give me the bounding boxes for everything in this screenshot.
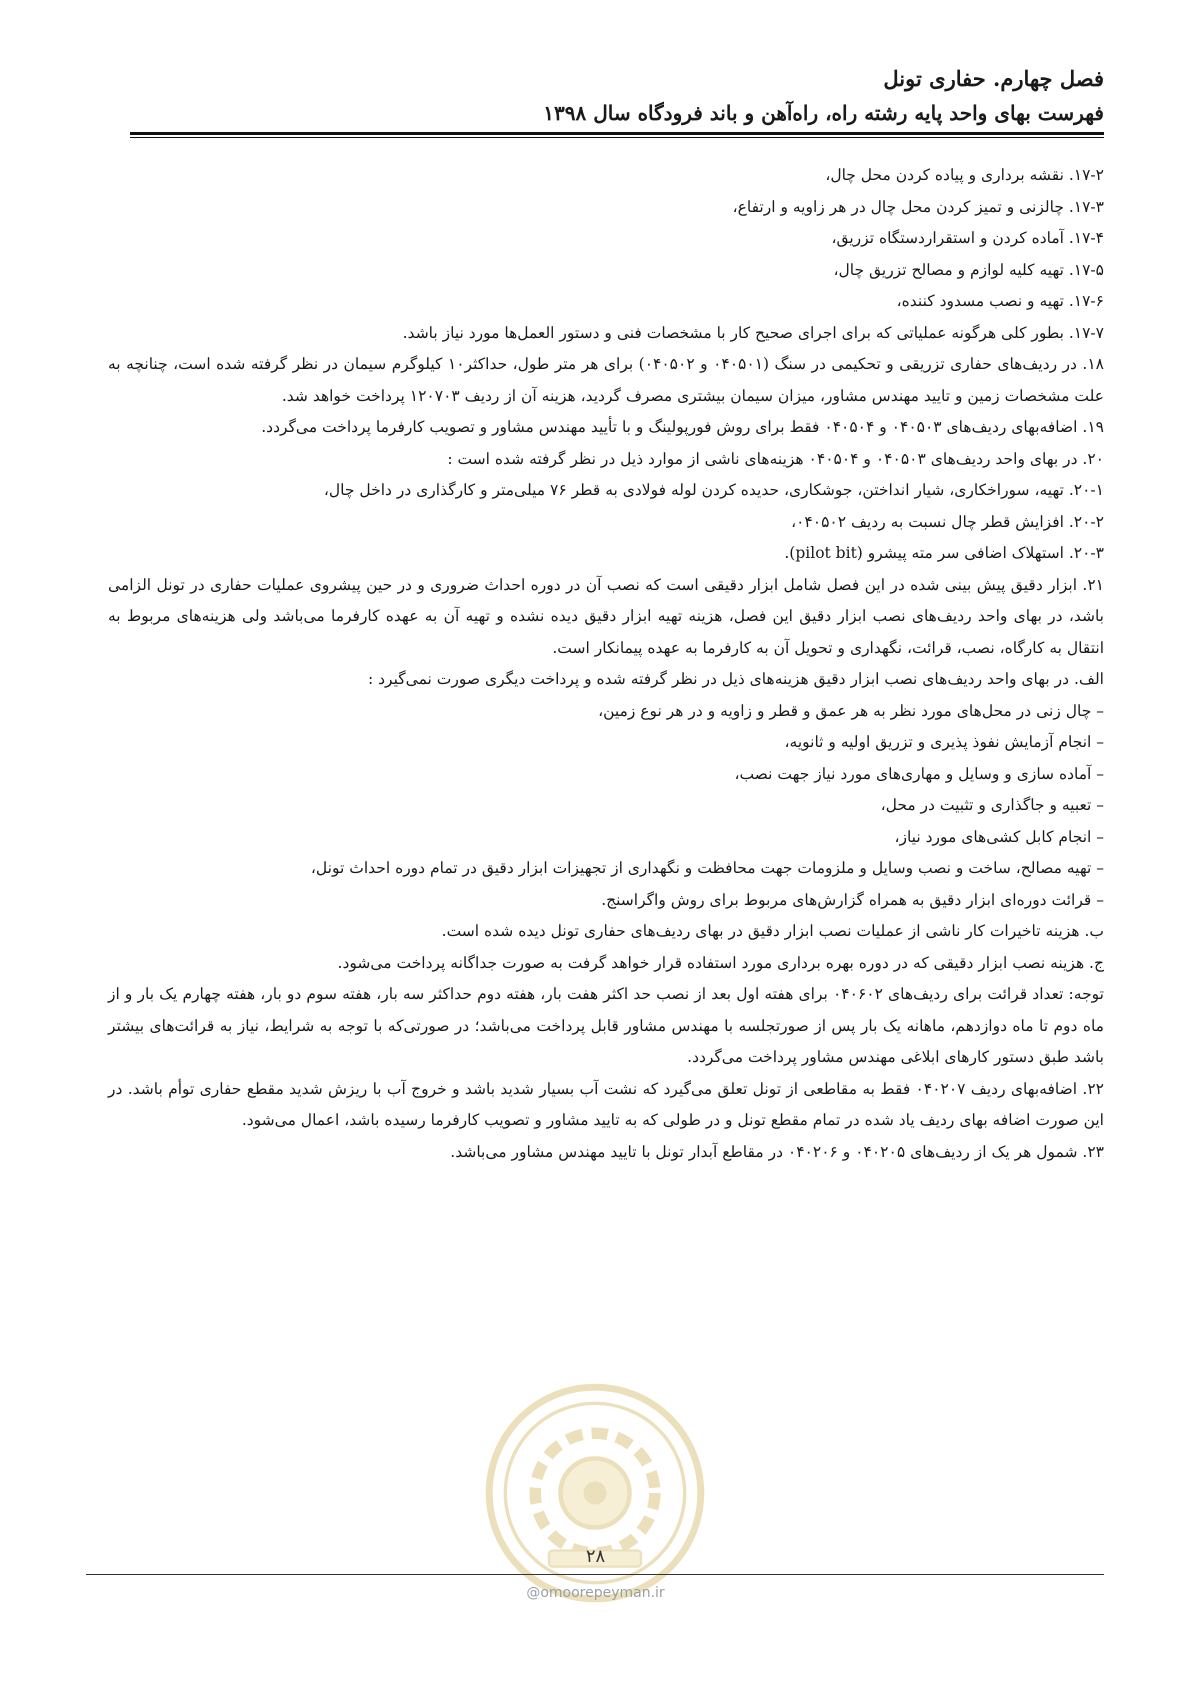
list-item: – قرائت دوره‌ای ابزار دقیق به همراه گزارش‌های مربوط برای روش واگراسنج. bbox=[601, 890, 1104, 909]
paragraph-21-b: ب. هزینه تاخیرات کار ناشی از عملیات نصب ابزار دقیق در بهای ردیف‌های حفاری تونل دیده شده است. bbox=[441, 922, 1104, 940]
paragraph-21-a: الف. در بهای واحد ردیف‌های نصب ابزار دقیق هزینه‌های ذیل در نظر گرفته شده و پرداخت دیگری صورت نمی‌گیرد : bbox=[367, 670, 1104, 688]
list-item: – تهیه مصالح، ساخت و نصب وسایل و ملزومات جهت محافظت و نگهداری از تجهیزات ابزار دقیق در تمام دوره احداث تونل، bbox=[310, 859, 1104, 877]
list-item: – تعبیه و جاگذاری و تثبیت در محل، bbox=[880, 796, 1104, 814]
paragraph-17-3: ۱۷-۳. چالزنی و تمیز کردن محل چال در هر زاویه و ارتفاع، bbox=[732, 197, 1104, 216]
list-item: – انجام کابل کشی‌های مورد نیاز، bbox=[894, 827, 1104, 846]
paragraph-20-2: ۲۰-۲. افزایش قطر چال نسبت به ردیف ۰۴۰۵۰۲، bbox=[791, 512, 1104, 531]
paragraph-18: ۱۸. در ردیف‌های حفاری تزریقی و تحکیمی در سنگ (۰۴۰۵۰۱ و ۰۴۰۵۰۲) برای هر متر طول، حداکثر۱۰ کیلوگرم سیمان در نظر گرفته شده است، چنانچه به علت مشخصات زمین و تایید مهندس مشاور، میزان سیمان بیشتری مصرف گردید، هزینه آن از ردیف ۱۲۰۷۰۳ پرداخت خواهد شد. bbox=[108, 355, 1104, 405]
paragraph-17-6: ۱۷-۶. تهیه و نصب مسدود کننده، bbox=[896, 292, 1104, 310]
paragraph-17-2: ۱۷-۲. نقشه برداری و پیاده کردن محل چال، bbox=[825, 166, 1104, 184]
paragraph-23: ۲۳. شمول هر یک از ردیف‌های ۰۴۰۲۰۵ و ۰۴۰۲۰۶ در مقاطع آبدار تونل با تایید مهندس مشاور می‌باشد. bbox=[450, 1142, 1104, 1161]
list-item: – آماده سازی و وسایل و مهاری‌های مورد نیاز جهت نصب، bbox=[734, 764, 1104, 783]
chapter-title: فصل چهارم. حفاری تونل bbox=[883, 66, 1104, 91]
document-subtitle: فهرست بهای واحد پایه رشته راه، راه‌آهن و باند فرودگاه سال ۱۳۹۸ bbox=[543, 101, 1104, 125]
watermark-url: @omoorepeyman.ir bbox=[526, 1585, 665, 1601]
page-header bbox=[130, 62, 1104, 130]
paragraph-21: ۲۱. ابزار دقیق پیش بینی شده در این فصل شامل ابزار دقیقی است که نصب آن در دوره احداث ضروری و در حین پیشروی عملیات حفاری در تونل الزامی باشد، در بهای واحد ردیف‌های نصب ابزار دقیق این فصل، هزینه تهیه ابزار دقیق دیده نشده و تهیه آن به عهده کارفرما می‌باشد ولی هزینه‌های مربوط به انتقال به کارگاه، نصب، قرائت، نگهداری و تحویل آن به کارفرما به عهده پیمانکار است. bbox=[108, 575, 1104, 657]
list-item: – انجام آزمایش نفوذ پذیری و تزریق اولیه و ثانویه، bbox=[784, 733, 1104, 751]
header-divider-thin bbox=[130, 137, 1104, 138]
paragraph-20-1: ۲۰-۱. تهیه، سوراخکاری، شیار انداختن، جوشکاری، حدیده کردن لوله فولادی به قطر ۷۶ میلی‌متر و کارگذاری در داخل چال، bbox=[323, 481, 1104, 499]
body-text bbox=[108, 160, 1104, 1168]
paragraph-20: ۲۰. در بهای واحد ردیف‌های ۰۴۰۵۰۳ و ۰۴۰۵۰۴ هزینه‌های ناشی از موارد ذیل در نظر گرفته شده است : bbox=[447, 449, 1104, 468]
header-divider-thick bbox=[130, 132, 1104, 135]
paragraph-20-3: ۲۰-۳. استهلاک اضافی سر مته پیشرو (pilot bit). bbox=[784, 544, 1104, 562]
footer-divider bbox=[86, 1574, 1104, 1575]
paragraph-17-5: ۱۷-۵. تهیه کلیه لوازم و مصالح تزریق چال، bbox=[833, 260, 1104, 279]
paragraph-21-c: ج. هزینه نصب ابزار دقیقی که در دوره بهره برداری مورد استفاده قرار خواهد گرفت به صورت جداگانه پرداخت می‌شود. bbox=[337, 953, 1104, 972]
paragraph-17-4: ۱۷-۴. آماده کردن و استقراردستگاه تزریق، bbox=[831, 229, 1104, 247]
paragraph-22: ۲۲. اضافه‌بهای ردیف ۰۴۰۲۰۷ فقط به مقاطعی از تونل تعلق می‌گیرد که نشت آب بسیار شدید باشد و خروج آب با ریزش شدید مقطع حفاری توأم باشد. در این صورت اضافه بهای ردیف یاد شده در تمام مقطع تونل و در طولی که به تایید مشاور و تصویب کارفرما رسیده باشد، اعمال می‌شود. bbox=[108, 1079, 1104, 1129]
list-item: – چال زنی در محل‌های مورد نظر به هر عمق و قطر و زاویه و در هر نوع زمین، bbox=[598, 701, 1104, 720]
paragraph-19: ۱۹. اضافه‌بهای ردیف‌های ۰۴۰۵۰۳ و ۰۴۰۵۰۴ فقط برای روش فورپولینگ و با تأیید مهندس مشاور و تصویب کارفرما پرداخت می‌گردد. bbox=[261, 418, 1104, 436]
paragraph-17-7: ۱۷-۷. بطور کلی هرگونه عملیاتی که برای اجرای صحیح کار با مشخصات فنی و دستور العمل‌ها مورد نیاز باشد. bbox=[402, 323, 1104, 342]
page-number: ۲۸ bbox=[585, 1546, 606, 1567]
paragraph-note: توجه: تعداد قرائت برای ردیف‌های ۰۴۰۶۰۲ برای هفته اول بعد از نصب حد اکثر هفت بار، هفته دوم حداکثر سه بار، هفته سوم دو بار، هفته چهارم یک بار و از ماه دوم تا ماه دوازدهم، ماهانه یک بار پس از صورتجلسه با مهندس مشاور قابل پرداخت می‌باشد؛ در صورتی‌که با توجه به شرایط، نیاز به قرائت‌های بیشتر باشد طبق دستور کارهای ابلاغی مهندس مشاور پرداخت می‌گردد. bbox=[108, 985, 1104, 1066]
